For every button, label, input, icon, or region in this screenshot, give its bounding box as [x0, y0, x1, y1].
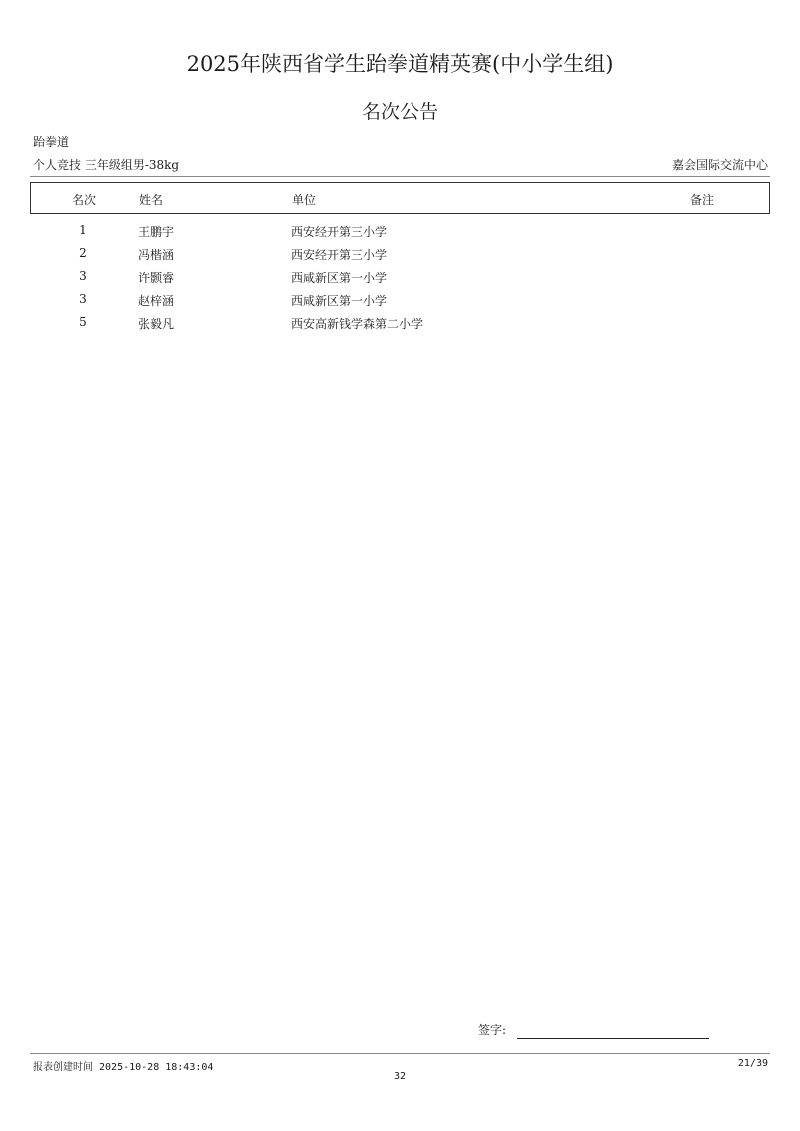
row-unit: 西安经开第三小学 — [291, 225, 388, 239]
table-row — [30, 312, 770, 335]
venue-label: 嘉会国际交流中心 — [671, 158, 768, 172]
row-rank: 2 — [79, 246, 87, 260]
row-name: 赵梓涵 — [138, 294, 175, 308]
table-row — [30, 266, 770, 289]
sport-label: 跆拳道 — [33, 135, 70, 149]
row-name: 王鹏宇 — [138, 225, 175, 239]
header-divider — [30, 176, 770, 177]
header-name: 姓名 — [139, 193, 164, 207]
signature-label: 签字: — [478, 1023, 507, 1037]
row-rank: 3 — [79, 269, 87, 283]
report-created-time: 报表创建时间 2025-10-28 18:43:04 — [33, 1062, 214, 1073]
table-header — [30, 182, 770, 214]
table-row — [30, 243, 770, 266]
event-label: 个人竞技 三年级组男-38kg — [33, 158, 180, 172]
row-name: 张毅凡 — [138, 317, 175, 331]
row-name: 冯楷涵 — [138, 248, 175, 262]
row-rank: 3 — [79, 292, 87, 306]
page-number: 32 — [393, 1071, 407, 1082]
row-unit: 西安经开第三小学 — [291, 248, 388, 262]
results-table-body — [30, 220, 770, 335]
header-rank: 名次 — [71, 193, 96, 207]
footer-divider — [30, 1053, 770, 1054]
signature-line — [517, 1038, 709, 1039]
document-subtitle: 名次公告 — [361, 101, 438, 123]
row-rank: 5 — [79, 315, 87, 329]
page-fraction: 21/39 — [737, 1058, 768, 1069]
row-rank: 1 — [79, 223, 87, 237]
table-row — [30, 220, 770, 243]
table-row — [30, 289, 770, 312]
row-name: 许颢睿 — [138, 271, 175, 285]
header-unit: 单位 — [292, 193, 317, 207]
header-note: 备注 — [690, 193, 715, 207]
row-unit: 西咸新区第一小学 — [291, 271, 388, 285]
document-title: 2025年陕西省学生跆拳道精英赛(中小学生组) — [186, 52, 614, 76]
row-unit: 西咸新区第一小学 — [291, 294, 388, 308]
row-unit: 西安高新钱学森第二小学 — [291, 317, 424, 331]
